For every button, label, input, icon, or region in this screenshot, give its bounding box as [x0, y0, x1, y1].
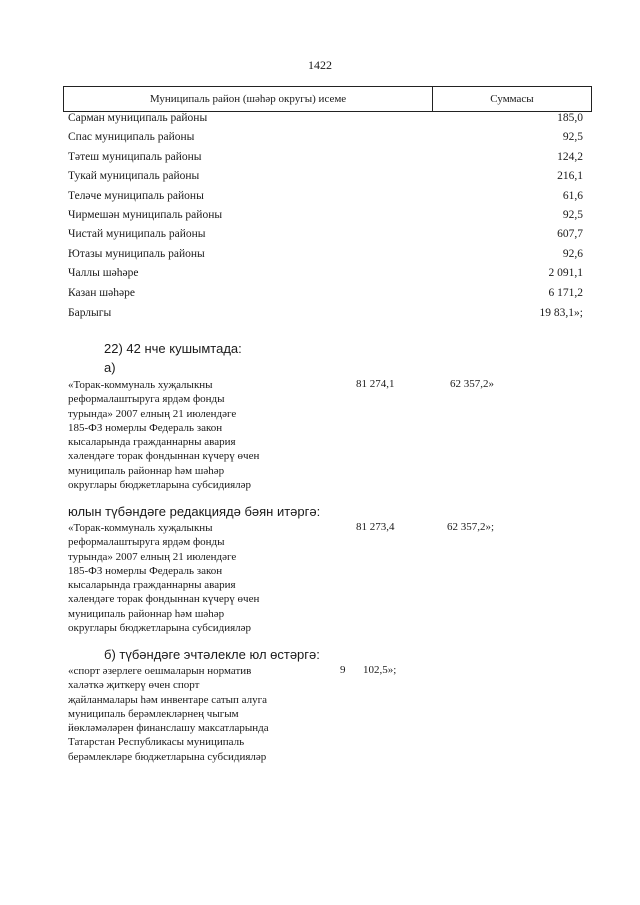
table-row	[68, 226, 583, 242]
text-line: округлары бюджетларына субсидияләр	[68, 622, 252, 635]
text-line: реформалаштыруга ярдәм фонды	[68, 536, 225, 549]
row-value: 92,6	[562, 248, 583, 260]
item-new-value-2: 62 357,2»;	[447, 521, 495, 533]
item-old-value-1: 81 274,1	[356, 378, 395, 390]
item-added-value-2: 102,5»;	[363, 664, 397, 676]
row-name: Ютазы муниципаль районы	[68, 248, 205, 260]
text-line: Татарстан Республикасы муниципаль	[68, 736, 245, 749]
table-row	[68, 246, 583, 262]
row-name: Сарман муниципаль районы	[68, 112, 208, 124]
text-line: муниципаль берәмлекләрнең чыгым	[68, 707, 239, 720]
item-added-value-1: 9	[340, 664, 346, 676]
text-line: кысаларында гражданнарны авария	[68, 436, 236, 449]
row-name: Чаллы шәһәре	[68, 267, 139, 279]
row-value: 2 091,1	[548, 267, 583, 279]
text-line: йөкләмәләрен финанслашу максатларында	[68, 722, 269, 735]
table-header	[63, 86, 592, 112]
row-value: 607,7	[557, 228, 583, 240]
row-name: Тәтеш муниципаль районы	[68, 151, 202, 163]
row-name: Барлыгы	[68, 307, 112, 319]
page-number: 1422	[308, 58, 332, 72]
text-line: муниципаль районнар һәм шәһәр	[68, 464, 225, 477]
section-heading: 22) 42 нче кушымтада:	[104, 341, 242, 356]
column-header-name: Муниципаль район (шәһәр округы) исеме	[64, 87, 433, 111]
item-new-value-1: 81 273,4	[356, 521, 395, 533]
text-line: турында» 2007 елның 21 июлендәге	[68, 407, 237, 420]
table-row	[68, 129, 583, 145]
table-row-total	[68, 305, 583, 321]
item-old-value-2: 62 357,2»	[450, 378, 494, 390]
row-name: Тукай муниципаль районы	[68, 170, 200, 182]
row-value: 19 83,1»;	[539, 307, 583, 319]
row-value: 92,5	[562, 131, 583, 143]
row-name: Казан шәһәре	[68, 287, 135, 299]
text-line: 185-ФЗ номерлы Федераль закон	[68, 421, 223, 434]
text-line: реформалаштыруга ярдәм фонды	[68, 393, 225, 406]
table-row	[68, 188, 583, 204]
text-line: 185-ФЗ номерлы Федераль закон	[68, 564, 223, 577]
row-name: Чистай муниципаль районы	[68, 228, 206, 240]
table-row	[68, 149, 583, 165]
table-row	[68, 285, 583, 301]
subsection-a: а)	[104, 360, 116, 375]
text-line: муниципаль районнар һәм шәһәр	[68, 607, 225, 620]
table-row	[68, 110, 583, 126]
subsection-b-heading: б) түбәндәге эчтәлекле юл өстәргә:	[104, 647, 320, 662]
row-value: 185,0	[557, 112, 583, 124]
table-row	[68, 168, 583, 184]
text-line: турында» 2007 елның 21 июлендәге	[68, 550, 237, 563]
text-line: кысаларында гражданнарны авария	[68, 579, 236, 592]
row-name: Чирмешән муниципаль районы	[68, 209, 223, 221]
table-row	[68, 207, 583, 223]
table-row	[68, 265, 583, 281]
text-line: «спорт әзерлеге оешмаларын норматив	[68, 665, 252, 677]
text-line: «Торак-коммуналь хуҗалыкны	[68, 522, 213, 534]
item-new-text	[68, 521, 296, 635]
row-value: 124,2	[557, 151, 583, 163]
text-line: халәткә җиткерү өчен спорт	[68, 679, 200, 692]
row-value: 92,5	[562, 209, 583, 221]
row-value: 6 171,2	[548, 287, 583, 299]
text-line: «Торак-коммуналь хуҗалыкны	[68, 379, 213, 391]
row-name: Спас муниципаль районы	[68, 131, 195, 143]
text-line: округлары бюджетларына субсидияләр	[68, 479, 252, 492]
column-header-sum: Суммасы	[490, 93, 534, 105]
text-line: хәлендәге торак фондыннан күчерү өчен	[68, 593, 260, 606]
row-value: 61,6	[562, 190, 583, 202]
text-line: хәлендәге торак фондыннан күчерү өчен	[68, 450, 260, 463]
row-value: 216,1	[557, 170, 583, 182]
item-old-text	[68, 378, 296, 492]
text-line: җайланмалары һәм инвентаре сатып алуга	[68, 693, 268, 706]
row-name: Теләче муниципаль районы	[68, 190, 204, 202]
item-added-text	[68, 664, 296, 764]
text-line: берәмлекләре бюджетларына субсидияләр	[68, 750, 267, 763]
replace-heading: юлын түбәндәге редакциядә бәян итәргә:	[68, 504, 321, 519]
